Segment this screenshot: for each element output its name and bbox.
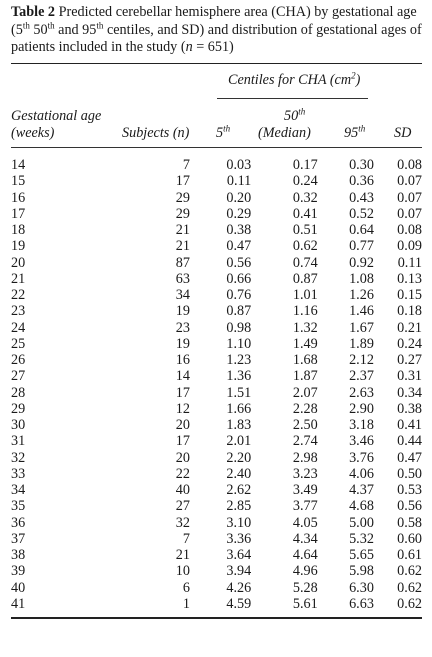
table-row bbox=[11, 482, 422, 498]
subjects-cell: 7 bbox=[182, 157, 190, 174]
centile-5-cell: 0.47 bbox=[226, 238, 252, 255]
centile-50-cell: 0.32 bbox=[292, 189, 318, 206]
subjects-cell: 23 bbox=[175, 319, 190, 336]
table-caption bbox=[11, 4, 422, 57]
sd-cell: 0.08 bbox=[397, 222, 422, 239]
centile-95-cell: 3.76 bbox=[349, 449, 374, 466]
subjects-cell: 21 bbox=[175, 222, 190, 239]
sd-cell: 0.62 bbox=[397, 579, 422, 596]
table-row bbox=[11, 563, 422, 579]
median-header: (Median) bbox=[258, 125, 311, 142]
centile-50-cell: 1.32 bbox=[292, 319, 318, 336]
centile-95-cell: 1.67 bbox=[349, 319, 374, 336]
sd-cell: 0.31 bbox=[397, 368, 422, 385]
centile-95-cell: 2.63 bbox=[349, 384, 374, 401]
centile-5-cell: 2.40 bbox=[226, 465, 252, 482]
table-body bbox=[11, 157, 422, 612]
centile-5-cell: 0.11 bbox=[226, 173, 252, 190]
caption-text: = 651) bbox=[192, 39, 234, 55]
gestational-age-cell: 33 bbox=[11, 465, 26, 482]
centile-5-cell: 0.03 bbox=[226, 157, 252, 174]
centile-50-cell: 0.17 bbox=[292, 157, 318, 174]
centile-5-cell: 3.64 bbox=[226, 547, 252, 564]
centile-95-cell: 1.89 bbox=[349, 335, 374, 352]
sd-cell: 0.07 bbox=[397, 189, 422, 206]
gestational-age-cell: 17 bbox=[11, 205, 26, 222]
centile-50-cell: 2.98 bbox=[292, 449, 318, 466]
gestational-age-cell: 26 bbox=[11, 352, 26, 369]
centile-95-cell: 0.43 bbox=[349, 189, 374, 206]
gestational-age-header: Gestational age bbox=[11, 108, 102, 125]
table-row bbox=[11, 222, 422, 238]
table-row bbox=[11, 466, 422, 482]
subjects-cell: 22 bbox=[175, 465, 190, 482]
table-row bbox=[11, 271, 422, 287]
subjects-cell: 40 bbox=[175, 482, 190, 499]
gestational-age-cell: 29 bbox=[11, 400, 26, 417]
centile-5-cell: 0.66 bbox=[226, 270, 252, 287]
centile-95-cell: 4.06 bbox=[349, 465, 374, 482]
sd-cell: 0.62 bbox=[397, 595, 422, 612]
bottom-rule bbox=[11, 617, 422, 619]
centile-95-cell: 2.37 bbox=[349, 368, 374, 385]
sd-cell: 0.15 bbox=[397, 287, 422, 304]
subjects-cell: 17 bbox=[175, 384, 190, 401]
sd-cell: 0.07 bbox=[397, 173, 422, 190]
subjects-cell: 10 bbox=[175, 563, 190, 580]
centile-5-cell: 0.56 bbox=[226, 254, 252, 271]
centile-5-cell: 3.10 bbox=[226, 514, 252, 531]
gestational-age-unit: (weeks) bbox=[11, 125, 55, 142]
sd-cell: 0.38 bbox=[397, 400, 422, 417]
centile-50-header bbox=[284, 108, 305, 125]
table-row bbox=[11, 433, 422, 449]
sd-cell: 0.27 bbox=[397, 352, 422, 369]
centile-95-sup: th bbox=[358, 123, 366, 134]
sd-cell: 0.53 bbox=[397, 482, 422, 499]
sd-cell: 0.44 bbox=[397, 433, 422, 450]
centile-95-cell: 6.30 bbox=[349, 579, 374, 596]
sd-cell: 0.58 bbox=[397, 514, 422, 531]
subjects-cell: 34 bbox=[175, 287, 190, 304]
table-row bbox=[11, 547, 422, 563]
caption-sup: th bbox=[22, 19, 30, 30]
centile-5-header bbox=[216, 125, 230, 142]
centile-5-cell: 4.26 bbox=[226, 579, 252, 596]
sd-cell: 0.34 bbox=[397, 384, 422, 401]
centile-50-cell: 0.74 bbox=[292, 254, 318, 271]
subjects-header: Subjects (n) bbox=[122, 125, 190, 142]
centile-5-cell: 2.01 bbox=[226, 433, 252, 450]
table-label: Table 2 bbox=[11, 4, 56, 20]
gestational-age-cell: 36 bbox=[11, 514, 26, 531]
centile-95-cell: 4.68 bbox=[349, 498, 374, 515]
table-row bbox=[11, 287, 422, 303]
caption-text: Predicted cerebellar hemisphere area (CHA) by gestational age (5 bbox=[11, 4, 417, 38]
centile-95-cell: 0.52 bbox=[349, 205, 374, 222]
gestational-age-cell: 40 bbox=[11, 579, 26, 596]
gestational-age-cell: 27 bbox=[11, 368, 26, 385]
sd-cell: 0.47 bbox=[397, 449, 422, 466]
gestational-age-cell: 39 bbox=[11, 563, 26, 580]
centile-5-cell: 4.59 bbox=[226, 595, 252, 612]
gestational-age-cell: 20 bbox=[11, 254, 26, 271]
gestational-age-cell: 31 bbox=[11, 433, 26, 450]
centile-50-cell: 5.61 bbox=[292, 595, 318, 612]
table-row bbox=[11, 531, 422, 547]
gestational-age-cell: 34 bbox=[11, 482, 26, 499]
centile-95-cell: 1.08 bbox=[349, 270, 374, 287]
centile-5-cell: 1.23 bbox=[226, 352, 252, 369]
caption-text: centiles, and SD) and distribution of gestational ages of patients included in the study ( bbox=[11, 21, 422, 55]
gestational-age-cell: 25 bbox=[11, 335, 26, 352]
subjects-cell: 12 bbox=[175, 400, 190, 417]
gestational-age-cell: 35 bbox=[11, 498, 26, 515]
centile-50-cell: 2.28 bbox=[292, 400, 318, 417]
sd-cell: 0.62 bbox=[397, 563, 422, 580]
table-row bbox=[11, 206, 422, 222]
sd-cell: 0.18 bbox=[397, 303, 422, 320]
centile-95-cell: 2.12 bbox=[349, 352, 374, 369]
sd-cell: 0.60 bbox=[397, 530, 422, 547]
centiles-rule bbox=[217, 98, 368, 99]
centiles-table bbox=[11, 157, 422, 612]
centile-50-cell: 4.05 bbox=[292, 514, 318, 531]
sd-cell: 0.56 bbox=[397, 498, 422, 515]
centile-95-cell: 5.32 bbox=[349, 530, 374, 547]
subjects-cell: 17 bbox=[175, 433, 190, 450]
centiles-header-sup: 2 bbox=[351, 70, 356, 81]
table-row bbox=[11, 303, 422, 319]
centiles-group-header bbox=[228, 72, 360, 89]
gestational-age-cell: 15 bbox=[11, 173, 26, 190]
centile-50-cell: 3.49 bbox=[292, 482, 318, 499]
centile-5-cell: 0.20 bbox=[226, 189, 252, 206]
caption-sup: th bbox=[96, 19, 104, 30]
centile-5-cell: 0.87 bbox=[226, 303, 252, 320]
gestational-age-cell: 19 bbox=[11, 238, 26, 255]
subjects-cell: 21 bbox=[175, 547, 190, 564]
centile-50-cell: 2.50 bbox=[292, 417, 318, 434]
table-row bbox=[11, 255, 422, 271]
caption-sup: th bbox=[47, 19, 55, 30]
subjects-cell: 7 bbox=[182, 530, 190, 547]
subjects-cell: 29 bbox=[175, 189, 190, 206]
centile-5-cell: 1.51 bbox=[226, 384, 252, 401]
table-row bbox=[11, 596, 422, 612]
gestational-age-cell: 41 bbox=[11, 595, 26, 612]
table-row bbox=[11, 401, 422, 417]
sd-cell: 0.24 bbox=[397, 335, 422, 352]
gestational-age-cell: 14 bbox=[11, 157, 26, 174]
centile-5-cell: 2.85 bbox=[226, 498, 252, 515]
sd-cell: 0.50 bbox=[397, 465, 422, 482]
header-rule bbox=[11, 147, 422, 148]
centile-95-cell: 3.18 bbox=[349, 417, 374, 434]
centile-5-cell: 2.20 bbox=[226, 449, 252, 466]
table-row bbox=[11, 515, 422, 531]
sd-cell: 0.09 bbox=[397, 238, 422, 255]
centile-95-cell: 5.65 bbox=[349, 547, 374, 564]
gestational-age-cell: 24 bbox=[11, 319, 26, 336]
gestational-age-cell: 30 bbox=[11, 417, 26, 434]
table-row bbox=[11, 580, 422, 596]
centile-95-header bbox=[344, 125, 365, 142]
table-row bbox=[11, 336, 422, 352]
subjects-cell: 27 bbox=[175, 498, 190, 515]
table-row bbox=[11, 498, 422, 514]
subjects-cell: 6 bbox=[182, 579, 190, 596]
centile-5-number: 5 bbox=[216, 125, 224, 142]
gestational-age-cell: 22 bbox=[11, 287, 26, 304]
table-row bbox=[11, 385, 422, 401]
centile-95-cell: 6.63 bbox=[349, 595, 374, 612]
centile-50-cell: 4.34 bbox=[292, 530, 318, 547]
subjects-cell: 1 bbox=[182, 595, 190, 612]
table-row bbox=[11, 352, 422, 368]
centile-5-cell: 0.29 bbox=[226, 205, 252, 222]
centile-95-cell: 5.98 bbox=[349, 563, 374, 580]
caption-n-variable: n bbox=[185, 39, 193, 55]
subjects-cell: 20 bbox=[175, 417, 190, 434]
centile-95-cell: 0.30 bbox=[349, 157, 374, 174]
gestational-age-cell: 21 bbox=[11, 270, 26, 287]
subjects-cell: 63 bbox=[175, 270, 190, 287]
subjects-cell: 29 bbox=[175, 205, 190, 222]
centile-95-cell: 1.46 bbox=[349, 303, 374, 320]
centile-95-cell: 1.26 bbox=[349, 287, 374, 304]
centile-50-cell: 1.49 bbox=[292, 335, 318, 352]
gestational-age-cell: 37 bbox=[11, 530, 26, 547]
centile-50-cell: 3.77 bbox=[292, 498, 318, 515]
centiles-header-text: Centiles for CHA (cm bbox=[228, 72, 352, 89]
centile-95-number: 95 bbox=[344, 125, 359, 142]
centile-5-cell: 2.62 bbox=[226, 482, 252, 499]
sd-cell: 0.13 bbox=[397, 270, 422, 287]
table-row bbox=[11, 417, 422, 433]
centile-50-cell: 1.01 bbox=[292, 287, 318, 304]
table-row bbox=[11, 450, 422, 466]
sd-cell: 0.21 bbox=[397, 319, 422, 336]
centile-95-cell: 0.64 bbox=[349, 222, 374, 239]
centile-50-cell: 2.07 bbox=[292, 384, 318, 401]
centiles-header-close: ) bbox=[355, 72, 361, 89]
centile-5-cell: 0.38 bbox=[226, 222, 252, 239]
caption-text: 50 bbox=[29, 21, 48, 38]
table-row bbox=[11, 238, 422, 254]
centile-95-cell: 0.92 bbox=[349, 254, 374, 271]
centile-50-number: 50 bbox=[284, 108, 299, 125]
subjects-cell: 19 bbox=[175, 303, 190, 320]
centile-50-cell: 0.24 bbox=[292, 173, 318, 190]
centile-5-cell: 1.36 bbox=[226, 368, 252, 385]
centile-50-cell: 4.64 bbox=[292, 547, 318, 564]
centile-95-cell: 3.46 bbox=[349, 433, 374, 450]
subjects-cell: 20 bbox=[175, 449, 190, 466]
table-row bbox=[11, 320, 422, 336]
centile-95-cell: 2.90 bbox=[349, 400, 374, 417]
centile-50-cell: 4.96 bbox=[292, 563, 318, 580]
centile-95-cell: 0.36 bbox=[349, 173, 374, 190]
centile-5-cell: 0.98 bbox=[226, 319, 252, 336]
sd-cell: 0.41 bbox=[397, 417, 422, 434]
gestational-age-cell: 28 bbox=[11, 384, 26, 401]
centile-5-sup: th bbox=[223, 123, 231, 134]
subjects-cell: 32 bbox=[175, 514, 190, 531]
centile-50-cell: 1.68 bbox=[292, 352, 318, 369]
subjects-cell: 16 bbox=[175, 352, 190, 369]
subjects-cell: 21 bbox=[175, 238, 190, 255]
subjects-cell: 17 bbox=[175, 173, 190, 190]
centile-5-cell: 1.83 bbox=[226, 417, 252, 434]
centile-50-cell: 5.28 bbox=[292, 579, 318, 596]
centile-50-cell: 0.41 bbox=[292, 205, 318, 222]
gestational-age-cell: 38 bbox=[11, 547, 26, 564]
gestational-age-cell: 32 bbox=[11, 449, 26, 466]
sd-cell: 0.08 bbox=[397, 157, 422, 174]
centile-5-cell: 1.66 bbox=[226, 400, 252, 417]
sd-cell: 0.61 bbox=[397, 547, 422, 564]
centile-50-sup: th bbox=[298, 106, 306, 117]
centile-5-cell: 1.10 bbox=[226, 335, 252, 352]
centile-5-cell: 0.76 bbox=[226, 287, 252, 304]
sd-cell: 0.11 bbox=[397, 254, 422, 271]
table-row bbox=[11, 173, 422, 189]
centile-50-cell: 0.87 bbox=[292, 270, 318, 287]
gestational-age-cell: 16 bbox=[11, 189, 26, 206]
centile-50-cell: 0.62 bbox=[292, 238, 318, 255]
centile-50-cell: 0.51 bbox=[292, 222, 318, 239]
subjects-cell: 14 bbox=[175, 368, 190, 385]
centile-50-cell: 2.74 bbox=[292, 433, 318, 450]
subjects-cell: 87 bbox=[175, 254, 190, 271]
centile-95-cell: 4.37 bbox=[349, 482, 374, 499]
table-row bbox=[11, 368, 422, 384]
table-row bbox=[11, 190, 422, 206]
table-row bbox=[11, 157, 422, 173]
centile-95-cell: 0.77 bbox=[349, 238, 374, 255]
table-header bbox=[11, 64, 422, 147]
gestational-age-cell: 18 bbox=[11, 222, 26, 239]
gestational-age-cell: 23 bbox=[11, 303, 26, 320]
centile-50-cell: 3.23 bbox=[292, 465, 318, 482]
centile-95-cell: 5.00 bbox=[349, 514, 374, 531]
caption-text: and 95 bbox=[54, 21, 97, 38]
centile-5-cell: 3.36 bbox=[226, 530, 252, 547]
sd-header: SD bbox=[394, 125, 412, 142]
centile-50-cell: 1.87 bbox=[292, 368, 318, 385]
table-document bbox=[11, 4, 422, 619]
centile-50-cell: 1.16 bbox=[292, 303, 318, 320]
subjects-cell: 19 bbox=[175, 335, 190, 352]
sd-cell: 0.07 bbox=[397, 205, 422, 222]
centile-5-cell: 3.94 bbox=[226, 563, 252, 580]
